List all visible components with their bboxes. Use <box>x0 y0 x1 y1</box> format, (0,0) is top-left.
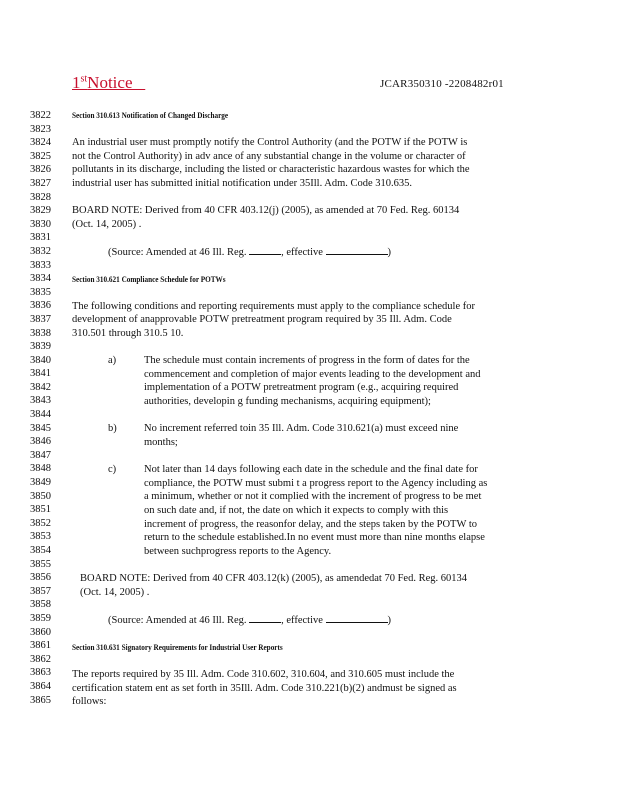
line-number: 3842 <box>30 381 51 393</box>
board-note-line: BOARD NOTE: Derived from 40 CFR 403.12(k) (2005), as amendedat 70 Fed. Reg. 60134 <box>80 573 467 584</box>
notice-heading: 1stNotice <box>72 73 133 92</box>
list-item-line: Not later than 14 days following each date in the schedule and the final date for <box>144 464 478 475</box>
paragraph-line: pollutants in its discharge, including the listed or characteristic hazardous wastes for which the <box>72 164 470 175</box>
paragraph-line: follows: <box>72 696 107 707</box>
line-number: 3822 <box>30 110 51 121</box>
list-marker-a: a) <box>108 355 117 366</box>
list-item-line: commencement and completion of major events leading to the development and <box>144 369 481 380</box>
paragraph-line: not the Control Authority) in adv ance of any substantial change in the volume or character of <box>72 151 466 162</box>
list-item-line: on such date and, if not, the date on which it expects to comply with this <box>144 505 449 516</box>
line-number: 3845 <box>30 422 51 434</box>
line-number: 3823 <box>30 123 51 135</box>
line-number: 3848 <box>30 463 51 475</box>
line-number: 3826 <box>30 164 51 176</box>
line-number: 3859 <box>30 612 51 624</box>
line-number: 3825 <box>30 150 51 162</box>
line-number: 3861 <box>30 640 51 652</box>
line-number: 3865 <box>30 694 51 706</box>
line-number: 3837 <box>30 313 51 325</box>
paragraph-line: An industrial user must promptly notify the Control Authority (and the POTW if the POTW is <box>72 137 468 148</box>
line-number: 3828 <box>30 191 51 203</box>
line-number: 3840 <box>30 354 51 366</box>
list-item-line: increment of progress, the reasonfor delay, and the steps taken by the POTW to <box>144 519 477 530</box>
board-note-line: (Oct. 14, 2005) . <box>80 587 150 598</box>
paragraph-line: 310.501 through 310.5 10. <box>72 328 184 339</box>
list-item-line: The schedule must contain increments of progress in the form of dates for the <box>144 355 470 366</box>
section-heading-310-621: Section 310.621 Compliance Schedule for POTWs <box>72 274 226 284</box>
line-number: 3827 <box>30 177 51 189</box>
paragraph-line: industrial user has submitted initial notification under 35Ill. Adm. Code 310.635. <box>72 178 413 189</box>
source-note: (Source: Amended at 46 Ill. Reg. , effective ) <box>108 615 392 626</box>
list-item-line: between suchprogress reports to the Agency. <box>144 546 332 557</box>
line-number: 3858 <box>30 599 51 611</box>
line-number: 3856 <box>30 572 51 584</box>
line-number: 3852 <box>30 517 51 529</box>
line-number: 3853 <box>30 531 51 543</box>
source-note: (Source: Amended at 46 Ill. Reg. , effective ) <box>108 247 392 258</box>
list-item-line: months; <box>144 437 178 448</box>
line-number: 3834 <box>30 273 51 285</box>
line-number: 3830 <box>30 218 51 230</box>
line-number: 3843 <box>30 395 51 407</box>
line-number: 3846 <box>30 436 51 448</box>
section-heading-310-631: Section 310.631 Signatory Requirements for Industrial User Reports <box>72 642 283 652</box>
paragraph-line: certification statem ent as set forth in 35Ill. Adm. Code 310.221(b)(2) andmust be signed as <box>72 683 457 694</box>
line-number: 3862 <box>30 653 51 665</box>
list-item-line: implementation of a POTW pretreatment program (e.g., acquiring required <box>144 382 459 393</box>
list-item-line: a minimum, whether or not it complied with the increment of progress to be met <box>144 491 482 502</box>
line-number: 3832 <box>30 245 51 257</box>
line-number: 3829 <box>30 205 51 217</box>
paragraph-line: development of anapprovable POTW pretreatment program required by 35 Ill. Adm. Code <box>72 314 452 325</box>
line-number: 3863 <box>30 667 51 679</box>
document-id: JCAR350310 -2208482r01 <box>380 78 504 90</box>
line-numbers <box>30 109 56 707</box>
board-note-line: BOARD NOTE: Derived from 40 CFR 403.12(j) (2005), as amended at 70 Fed. Reg. 60134 <box>72 205 460 216</box>
line-number: 3824 <box>30 137 51 149</box>
line-number: 3835 <box>30 286 51 298</box>
line-number: 3839 <box>30 341 51 353</box>
list-marker-b: b) <box>108 423 117 434</box>
paragraph-line: The reports required by 35 Ill. Adm. Code 310.602, 310.604, and 310.605 must include the <box>72 669 455 680</box>
line-number: 3833 <box>30 259 51 271</box>
line-number: 3857 <box>30 585 51 597</box>
line-number: 3855 <box>30 558 51 570</box>
list-marker-c: c) <box>108 464 117 475</box>
line-number: 3841 <box>30 368 51 380</box>
list-item-line: authorities, developin g funding mechanisms, acquiring equipment); <box>144 396 431 407</box>
line-number: 3831 <box>30 232 51 244</box>
list-item-line: return to the schedule established.In no event must more than nine months elapse <box>144 532 485 543</box>
line-number: 3851 <box>30 504 51 516</box>
line-number: 3836 <box>30 300 51 312</box>
line-number: 3864 <box>30 680 51 692</box>
board-note-line: (Oct. 14, 2005) . <box>72 219 142 230</box>
section-heading-310-613: Section 310.613 Notification of Changed Discharge <box>72 110 229 120</box>
line-number: 3850 <box>30 490 51 502</box>
list-item-line: compliance, the POTW must submi t a progress report to the Agency including as <box>144 478 488 489</box>
paragraph-line: The following conditions and reporting requirements must apply to the compliance schedule for <box>72 301 475 312</box>
line-number: 3844 <box>30 409 51 421</box>
line-number: 3847 <box>30 449 51 461</box>
line-number: 3849 <box>30 477 51 489</box>
line-number: 3838 <box>30 327 51 339</box>
list-item-line: No increment referred toin 35 Ill. Adm. Code 310.621(a) must exceed nine <box>144 423 459 434</box>
line-number: 3854 <box>30 545 51 556</box>
line-number: 3860 <box>30 626 51 638</box>
